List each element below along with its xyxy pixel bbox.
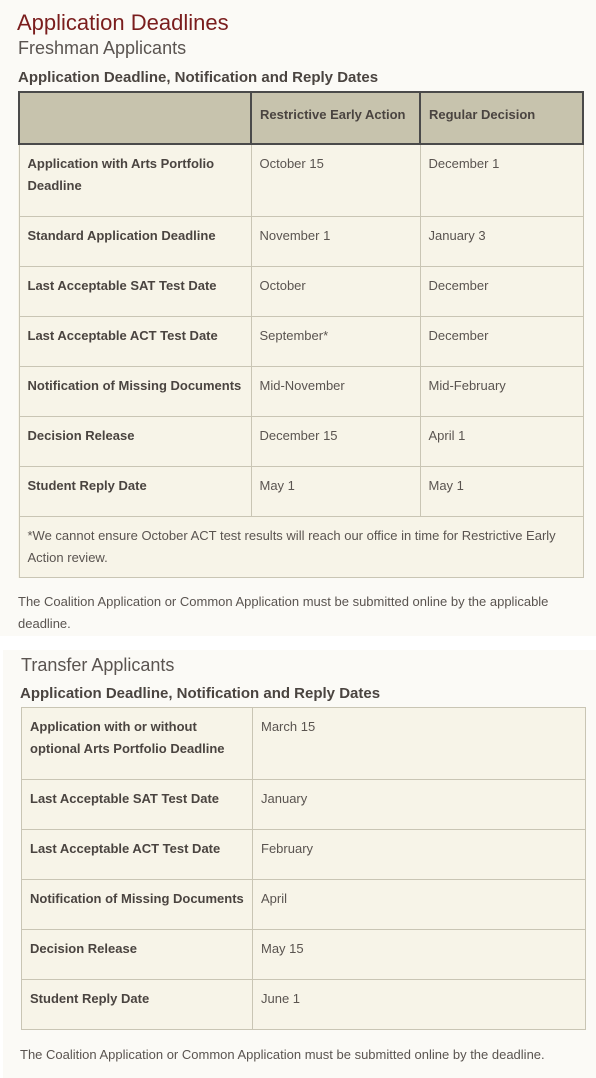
rd-value: Mid-February <box>420 366 583 416</box>
row-label: Decision Release <box>22 930 253 980</box>
rea-value: December 15 <box>251 416 420 466</box>
freshman-deadlines-table <box>18 91 584 578</box>
column-header-rea: Restrictive Early Action <box>251 92 420 144</box>
rea-value: Mid-November <box>251 366 420 416</box>
freshman-subtitle: Freshman Applicants <box>18 38 187 58</box>
footnote-row <box>19 516 583 577</box>
rea-value: May 1 <box>251 466 420 516</box>
table-row <box>19 416 583 466</box>
table-row <box>19 216 583 266</box>
table-row <box>19 266 583 316</box>
table-row <box>22 930 586 980</box>
row-label: Application with Arts Portfolio Deadline <box>19 144 251 216</box>
page-title: Application Deadlines <box>17 10 229 35</box>
row-value: January <box>253 780 586 830</box>
table-row <box>22 780 586 830</box>
row-value: June 1 <box>253 980 586 1030</box>
freshman-table-heading: Application Deadline, Notification and Reply Dates <box>18 69 379 86</box>
freshman-submission-note: The Coalition Application or Common Application must be submitted online by the applicable deadline. <box>18 594 549 631</box>
rd-value: January 3 <box>420 216 583 266</box>
table-header-row <box>19 92 583 144</box>
row-value: May 15 <box>253 930 586 980</box>
table-row <box>22 708 586 780</box>
row-label: Last Acceptable ACT Test Date <box>19 316 251 366</box>
transfer-deadlines-table <box>21 707 586 1030</box>
row-label: Last Acceptable SAT Test Date <box>19 266 251 316</box>
row-label: Last Acceptable ACT Test Date <box>22 830 253 880</box>
table-row <box>19 316 583 366</box>
rd-value: December 1 <box>420 144 583 216</box>
rea-value: November 1 <box>251 216 420 266</box>
transfer-section <box>3 650 596 1078</box>
table-row <box>19 366 583 416</box>
rea-value: October 15 <box>251 144 420 216</box>
table-row <box>22 830 586 880</box>
column-header-rd: Regular Decision <box>420 92 583 144</box>
act-footnote: *We cannot ensure October ACT test results will reach our office in time for Restrictive Early Action review. <box>19 516 583 577</box>
rd-value: April 1 <box>420 416 583 466</box>
rd-value: December <box>420 316 583 366</box>
row-value: February <box>253 830 586 880</box>
row-label: Standard Application Deadline <box>19 216 251 266</box>
row-label: Notification of Missing Documents <box>22 880 253 930</box>
rd-value: December <box>420 266 583 316</box>
row-value: April <box>253 880 586 930</box>
row-label: Application with or without optional Arts Portfolio Deadline <box>22 708 253 780</box>
column-header-blank <box>19 92 251 144</box>
transfer-table-heading: Application Deadline, Notification and Reply Dates <box>20 685 381 702</box>
row-label: Notification of Missing Documents <box>19 366 251 416</box>
row-label: Decision Release <box>19 416 251 466</box>
table-row <box>22 980 586 1030</box>
table-row <box>19 466 583 516</box>
transfer-submission-note: The Coalition Application or Common Application must be submitted online by the deadline. <box>20 1047 545 1062</box>
row-label: Student Reply Date <box>19 466 251 516</box>
row-label: Student Reply Date <box>22 980 253 1030</box>
table-row <box>19 144 583 216</box>
row-value: March 15 <box>253 708 586 780</box>
rd-value: May 1 <box>420 466 583 516</box>
rea-value: September* <box>251 316 420 366</box>
transfer-subtitle: Transfer Applicants <box>21 655 175 675</box>
row-label: Last Acceptable SAT Test Date <box>22 780 253 830</box>
rea-value: October <box>251 266 420 316</box>
table-row <box>22 880 586 930</box>
